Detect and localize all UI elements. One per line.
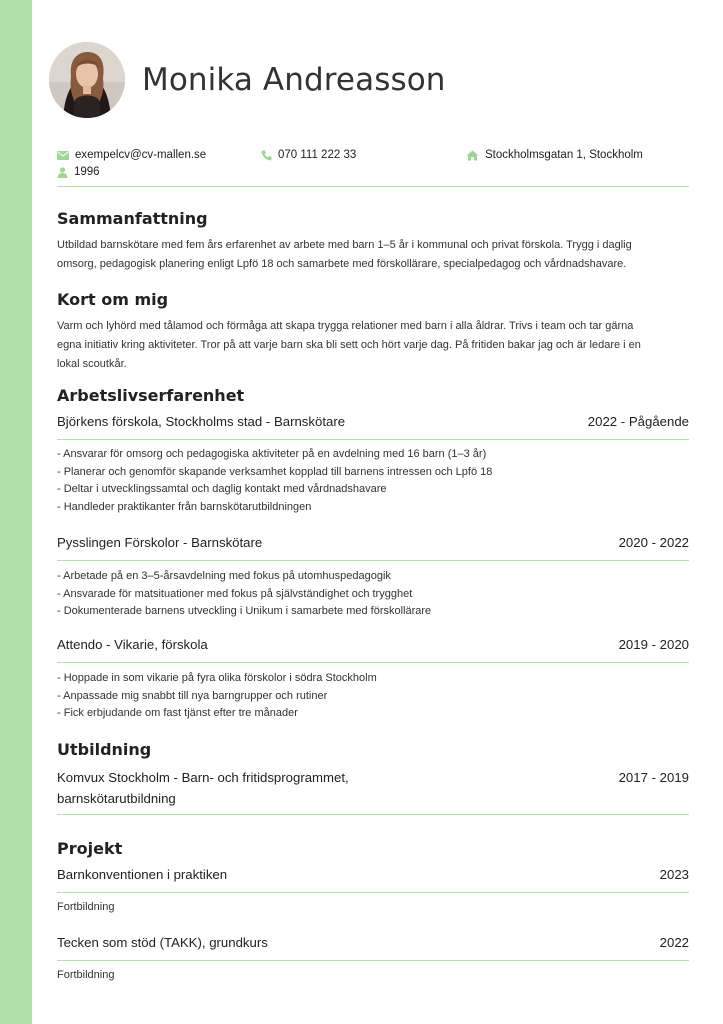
job-title: Björkens förskola, Stockholms stad - Barnskötare	[57, 414, 346, 429]
email-text: exempelcv@cv-mallen.se	[75, 149, 207, 161]
avatar	[49, 42, 125, 118]
education-heading: Utbildning	[57, 740, 152, 759]
phone-text: 070 111 222 33	[278, 149, 357, 161]
job-header	[57, 414, 689, 440]
job-bullets	[57, 670, 689, 723]
job-header	[57, 535, 689, 561]
job-dates: 2020 - 2022	[618, 535, 689, 550]
job-bullet: - Anpassade mig snabbt till nya barngrupper och rutiner	[57, 689, 328, 702]
birth-year-text: 1996	[74, 166, 100, 178]
address-text: Stockholmsgatan 1, Stockholm	[485, 149, 643, 161]
about-text	[57, 317, 689, 374]
summary-line: Utbildad barnskötare med fem års erfarenhet av arbete med barn 1–5 år i kommunal och privat förskola. Trygg i daglig	[57, 239, 632, 251]
job-bullets	[57, 568, 689, 621]
job-bullet: - Fick erbjudande om fast tjänst efter tre månader	[57, 707, 298, 719]
summary-text	[57, 236, 689, 274]
project-header	[57, 867, 689, 893]
about-heading: Kort om mig	[57, 290, 169, 309]
contact-phone[interactable]	[261, 147, 356, 163]
project-year: 2023	[659, 867, 689, 882]
project-subtitle: Fortbildning	[57, 969, 115, 981]
phone-icon	[261, 150, 272, 161]
contact-info	[57, 147, 689, 187]
job-bullet: - Planerar och genomför skapande verksamhet kopplad till barnens intressen och Lpfö 18	[57, 465, 493, 478]
job-dates: 2019 - 2020	[618, 637, 689, 652]
about-line: egna initiativ kring aktiviteter. Tror på att varje barn ska bli sett och hört varje dag. På fritiden bakar jag och är ledare i en	[57, 339, 641, 351]
job-bullet: - Arbetade på en 3–5-årsavdelning med fokus på utomhuspedagogik	[57, 570, 391, 582]
project-title: Barnkonventionen i praktiken	[57, 867, 228, 882]
summary-line: omsorg, pedagogisk planering enligt Lpfö 18 och samarbete med förskollärare, specialpedagog och vårdnadshavare.	[57, 258, 627, 270]
projects-heading: Projekt	[57, 839, 123, 858]
job-bullet: - Handleder praktikanter från barnskötarutbildningen	[57, 500, 312, 513]
contact-email[interactable]	[57, 147, 206, 163]
job-title: Pysslingen Förskolor - Barnskötare	[57, 535, 263, 550]
contact-birth-year	[57, 164, 100, 180]
candidate-name: Monika Andreasson	[142, 62, 446, 98]
project-header	[57, 935, 689, 961]
education-item	[57, 767, 689, 815]
job-dates: 2022 - Pågående	[587, 414, 689, 429]
job-bullets	[57, 446, 689, 516]
project-year: 2022	[659, 935, 689, 950]
experience-heading: Arbetslivserfarenhet	[57, 386, 245, 405]
job-title: Attendo - Vikarie, förskola	[57, 637, 208, 652]
job-bullet: - Dokumenterade barnens utveckling i Unikum i samarbete med förskollärare	[57, 605, 432, 617]
about-line: Varm och lyhörd med tålamod och förmåga att skapa trygga relationer med barn i alla åldrar. Trivs i team och tar gärna	[57, 320, 634, 332]
home-icon	[466, 150, 479, 161]
education-line: Komvux Stockholm - Barn- och fritidsprogrammet,	[57, 770, 349, 785]
job-bullet: - Ansvarade för matsituationer med fokus på självständighet och trygghet	[57, 587, 413, 600]
header	[49, 42, 446, 118]
project-title: Tecken som stöd (TAKK), grundkurs	[57, 935, 268, 950]
summary-heading: Sammanfattning	[57, 209, 208, 228]
education-dates: 2017 - 2019	[618, 770, 689, 785]
education-title	[57, 767, 417, 809]
person-icon	[57, 167, 68, 178]
contact-address	[466, 147, 643, 163]
side-accent-bar	[0, 0, 32, 1024]
job-bullet: - Hoppade in som vikarie på fyra olika förskolor i södra Stockholm	[57, 672, 377, 684]
education-line: barnskötarutbildning	[57, 791, 176, 806]
job-bullet: - Ansvarar för omsorg och pedagogiska aktiviteter på en avdelning med 16 barn (1–3 år)	[57, 448, 487, 460]
about-line: lokal scoutkår.	[57, 358, 127, 370]
job-bullet: - Deltar i utvecklingssamtal och daglig kontakt med vårdnadshavare	[57, 483, 387, 495]
envelope-icon	[57, 151, 69, 160]
project-subtitle: Fortbildning	[57, 901, 115, 913]
job-header	[57, 637, 689, 663]
